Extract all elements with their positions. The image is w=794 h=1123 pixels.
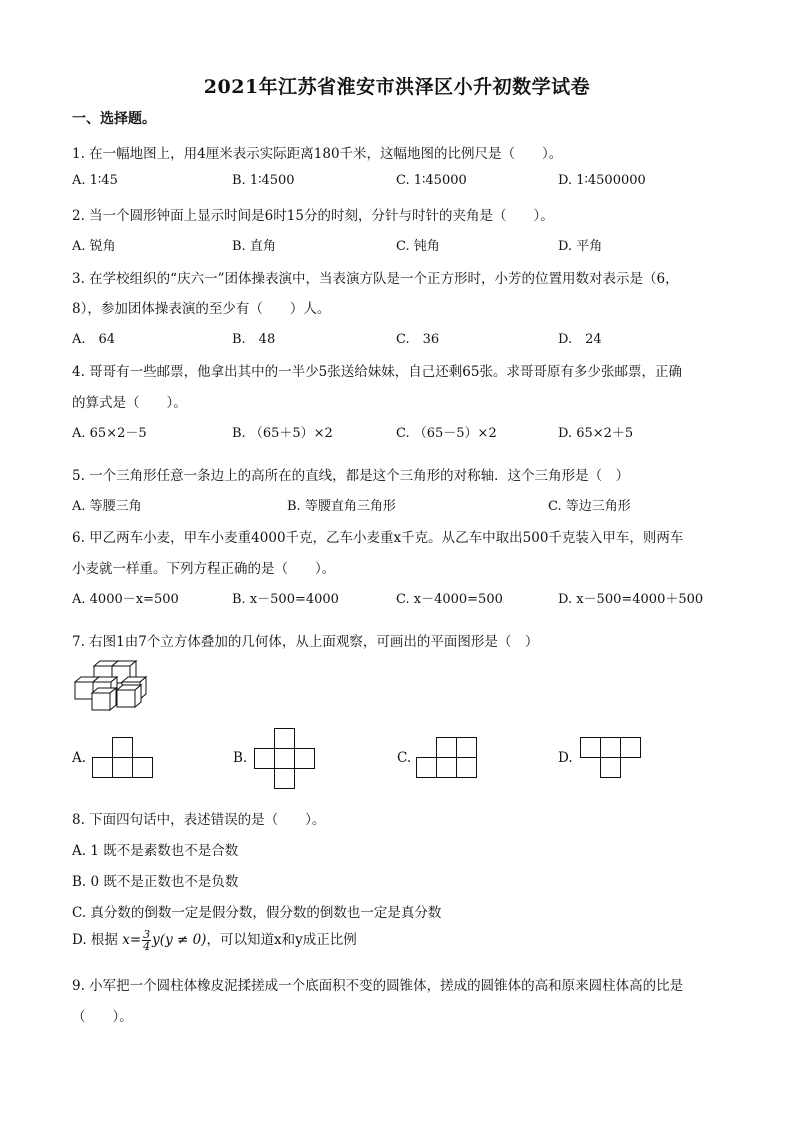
question-4-text-line-1: 4. 哥哥有一些邮票，他拿出其中的一半少5张送给妹妹，自己还剩65张。求哥哥原有多少张邮票，正确 <box>72 364 682 380</box>
option-d[interactable]: D. 65×2＋5 <box>558 426 634 441</box>
option-d[interactable]: D. 24 <box>558 332 602 347</box>
option-d[interactable]: D. x－500=4000＋500 <box>558 592 704 607</box>
question-5-text: 5. 一个三角形任意一条边上的高所在的直线，都是这个三角形的对称轴．这个三角形是（ ） <box>72 468 630 484</box>
option-a[interactable]: A. 1∶45 <box>72 173 118 188</box>
option-a[interactable]: A. 65×2－5 <box>72 426 147 441</box>
q7-option-b-label[interactable]: B. <box>233 750 248 766</box>
q7-option-d-label[interactable]: D. <box>558 750 573 766</box>
question-6-text-line-1: 6. 甲乙两车小麦，甲车小麦重4000千克，乙车小麦重x千克。从乙车中取出500千克装入甲车，则两车 <box>72 530 684 546</box>
q8-d-suffix: ，可以知道x和y成正比例 <box>206 932 357 948</box>
q8-option-c[interactable]: C. 真分数的倒数一定是假分数，假分数的倒数也一定是真分数 <box>72 905 442 921</box>
option-b[interactable]: B. 48 <box>232 332 276 347</box>
question-4-options <box>72 422 722 442</box>
cube-front-2 <box>117 685 141 707</box>
q8-option-d[interactable] <box>72 928 357 952</box>
q8-d-prefix: D. 根据 <box>72 932 118 948</box>
fraction-denominator: 4 <box>143 940 151 953</box>
fraction-numerator: 3 <box>143 928 151 941</box>
option-a[interactable]: A. 4000－x=500 <box>72 592 179 607</box>
option-c[interactable]: C. x－4000=500 <box>396 592 503 607</box>
question-3-options <box>72 328 722 348</box>
fraction <box>142 929 151 952</box>
option-a[interactable]: A. 等腰三角 <box>72 499 142 514</box>
option-c[interactable]: C. 钝角 <box>396 239 440 254</box>
option-b[interactable]: B. 直角 <box>232 239 276 254</box>
q7-option-c-figure[interactable] <box>416 736 480 780</box>
question-7-text: 7. 右图1由7个立方体叠加的几何体，从上面观察，可画出的平面图形是（ ） <box>72 634 539 650</box>
question-9-text-line-2: （ ）。 <box>72 1009 133 1025</box>
question-4-text-line-2: 的算式是（ ）。 <box>72 395 187 411</box>
question-9-text-line-1: 9. 小军把一个圆柱体橡皮泥揉搓成一个底面积不变的圆锥体，搓成的圆锥体的高和原来圆柱体高的比是 <box>72 978 684 994</box>
q7-option-d-figure[interactable] <box>580 736 644 780</box>
page-title: 2021年江苏省淮安市洪泽区小升初数学试卷 <box>203 76 591 98</box>
question-6-options <box>72 588 722 608</box>
question-8-text: 8. 下面四句话中，表述错误的是（ ）。 <box>72 812 326 828</box>
question-3-text-line-1: 3. 在学校组织的“庆六一”团体操表演中，当表演方队是一个正方形时，小芳的位置用数对表示是（6， <box>72 271 679 287</box>
option-c[interactable]: C. 36 <box>396 332 440 347</box>
option-c[interactable]: C. 1∶45000 <box>396 173 467 188</box>
q7-option-c-label[interactable]: C. <box>397 750 412 766</box>
section-heading: 一、选择题。 <box>72 111 156 127</box>
option-d[interactable]: D. 平角 <box>558 239 603 254</box>
question-1-text: 1. 在一幅地图上，用4厘米表示实际距离180千米，这幅地图的比例尺是（ ）。 <box>72 146 563 162</box>
option-c[interactable]: C. （65－5）×2 <box>396 426 497 441</box>
q7-option-b-figure[interactable] <box>254 728 318 792</box>
q8-option-a[interactable]: A. 1 既不是素数也不是合数 <box>72 843 239 859</box>
option-b[interactable]: B. 等腰直角三角形 <box>287 499 396 514</box>
question-2-options <box>72 235 722 255</box>
option-d[interactable]: D. 1∶4500000 <box>558 173 646 188</box>
option-c[interactable]: C. 等边三角形 <box>548 499 631 514</box>
question-5-options <box>72 495 722 515</box>
option-b[interactable]: B. 1∶4500 <box>232 173 295 188</box>
q8-d-lhs: x= <box>122 932 142 948</box>
cube-front-1 <box>92 688 116 710</box>
option-b[interactable]: B. x－500=4000 <box>232 592 339 607</box>
question-3-text-line-2: 8），参加团体操表演的至少有（ ）人。 <box>72 301 331 317</box>
option-a[interactable]: A. 64 <box>72 332 116 347</box>
option-b[interactable]: B. （65＋5）×2 <box>232 426 333 441</box>
question-1-options <box>72 173 722 193</box>
q8-option-b[interactable]: B. 0 既不是正数也不是负数 <box>72 874 239 890</box>
question-2-text: 2. 当一个圆形钟面上显示时间是6时15分的时刻，分针与时针的夹角是（ ）。 <box>72 208 554 224</box>
q7-option-a-figure[interactable] <box>92 736 156 780</box>
question-6-text-line-2: 小麦就一样重。下列方程正确的是（ ）。 <box>72 561 336 577</box>
option-a[interactable]: A. 锐角 <box>72 239 116 254</box>
q7-option-a-label[interactable]: A. <box>72 750 87 766</box>
q8-d-rhs: y(y ≠ 0) <box>152 932 207 948</box>
cube-stack-figure <box>72 660 152 716</box>
